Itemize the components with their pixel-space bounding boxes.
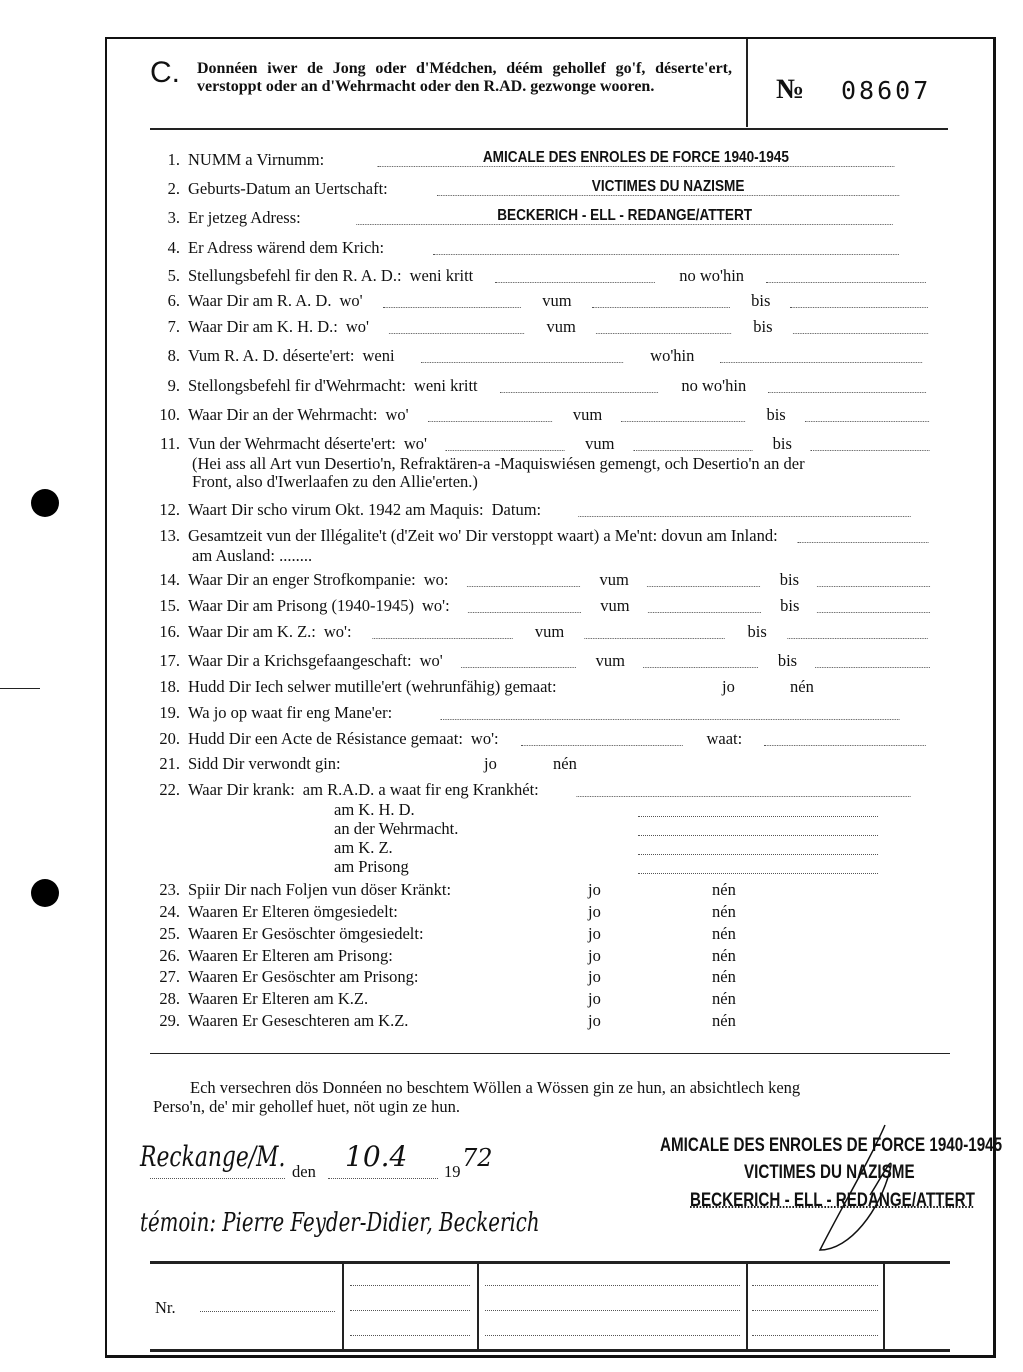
question-row	[150, 754, 577, 774]
question-row	[150, 570, 950, 590]
question-label: NUMM a Virnumm:	[188, 150, 325, 169]
question-label: Waar Dir am R. A. D.	[188, 291, 332, 310]
option-no[interactable]: nén	[712, 989, 736, 1008]
answer-field[interactable]	[638, 835, 878, 836]
question-number: 28.	[159, 989, 180, 1008]
question-label: vum	[595, 651, 625, 670]
option-no[interactable]: nén	[712, 967, 736, 986]
question-label: vum	[600, 596, 630, 615]
question-row	[150, 179, 950, 199]
declaration-line-1: Ech versechren dös Donnéen no beschtem Wöllen a Wössen gin ze hun, an absichtlech keng	[190, 1078, 801, 1097]
question-label: Hudd Dir Iech selwer mutille'ert (wehrunfähig) gemaat:	[188, 677, 557, 696]
answer-field[interactable]	[791, 291, 928, 308]
question-note: am Ausland: ........	[192, 546, 313, 565]
question-number: 4.	[167, 238, 180, 257]
question-row	[150, 946, 736, 966]
signature-date: 10.4	[345, 1140, 408, 1173]
question-label: wo'	[345, 317, 370, 336]
question-label: Waar Dir krank:	[188, 780, 295, 799]
question-row	[150, 434, 950, 454]
answer-field[interactable]	[633, 434, 752, 451]
option-yes[interactable]: jo	[588, 946, 601, 965]
answer-field[interactable]: VICTIMES DU NAZISME	[437, 179, 900, 196]
question-number: 8.	[167, 346, 180, 365]
table-bottom-rule	[150, 1349, 950, 1352]
answer-field[interactable]	[638, 873, 878, 874]
option-no[interactable]: nén	[790, 677, 814, 696]
stamp-line-1: AMICALE DES ENROLES DE FORCE 1940-1945	[660, 1135, 1003, 1156]
table-field[interactable]	[485, 1285, 740, 1286]
answer-field[interactable]	[596, 317, 732, 334]
question-label: am R.A.D. a waat fir eng Krankhét:	[302, 780, 539, 799]
answer-field[interactable]	[585, 622, 725, 639]
question-row	[150, 622, 950, 642]
question-label: Vun der Wehrmacht déserte'ert:	[188, 434, 396, 453]
question-label: wo':	[421, 596, 450, 615]
question-label: Hudd Dir een Acte de Résistance gemaat:	[188, 729, 463, 748]
option-yes[interactable]: jo	[588, 880, 601, 899]
question-label: Sidd Dir verwondt gin:	[188, 754, 341, 773]
question-row	[150, 317, 950, 337]
question-label: weni	[362, 346, 395, 365]
question-label: Spiir Dir nach Foljen vun döser Kränkt:	[188, 880, 452, 899]
question-row	[150, 526, 950, 546]
answer-field[interactable]	[787, 622, 927, 639]
question-label: vum	[572, 405, 603, 424]
margin-mark	[0, 688, 40, 689]
question-row	[150, 376, 950, 396]
table-field[interactable]	[752, 1335, 878, 1336]
question-number: 19.	[159, 703, 180, 722]
answer-field[interactable]	[372, 622, 512, 639]
question-label: Gesamtzeit vun der Illégalite't (d'Zeit wo' Dir verstoppt waart) a Me'nt: dovun am Inland:	[188, 526, 778, 545]
date-line	[328, 1178, 438, 1179]
question-row	[150, 596, 950, 616]
question-row	[150, 967, 736, 987]
question-number: 22.	[159, 780, 180, 799]
answer-field[interactable]	[815, 651, 930, 668]
question-number: 27.	[159, 967, 180, 986]
question-number: 20.	[159, 729, 180, 748]
signature-place: Reckange/M.	[140, 1140, 286, 1173]
question-label: wo':	[323, 622, 352, 641]
question-label: weni kritt	[413, 376, 478, 395]
question-number: 11.	[159, 434, 180, 453]
question-number: 21.	[159, 754, 180, 773]
question-label: bis	[753, 317, 773, 336]
den-label: den	[292, 1162, 316, 1181]
answer-field[interactable]	[793, 317, 929, 334]
table-top-rule	[150, 1261, 950, 1264]
illness-sub-label: am K. Z.	[334, 838, 393, 857]
option-no[interactable]: nén	[712, 902, 736, 921]
question-number: 5.	[167, 266, 180, 285]
question-number: 18.	[159, 677, 180, 696]
illness-sub-label: am K. H. D.	[334, 800, 415, 819]
stamp-line-2: VICTIMES DU NAZISME	[744, 1162, 915, 1183]
option-yes[interactable]: jo	[484, 754, 497, 773]
question-label: bis	[772, 434, 792, 453]
question-label: vum	[599, 570, 629, 589]
place-line	[150, 1178, 285, 1179]
question-row	[150, 208, 950, 228]
table-divider	[342, 1262, 344, 1350]
answer-field[interactable]	[466, 570, 579, 587]
question-number: 7.	[167, 317, 180, 336]
question-row	[150, 266, 950, 286]
answer-field[interactable]	[433, 238, 899, 255]
answer-field[interactable]	[766, 266, 926, 283]
question-note: Front, also d'Iwerlaafen zu den Allie'erten.)	[192, 472, 478, 491]
answer-field[interactable]	[643, 651, 758, 668]
question-label: Datum:	[491, 500, 542, 519]
question-row	[150, 924, 736, 944]
question-label: bis	[747, 622, 767, 641]
question-row	[150, 677, 814, 697]
question-label: Wa jo op waat fir eng Mane'er:	[188, 703, 393, 722]
number-sign: №	[776, 74, 805, 105]
option-yes[interactable]: jo	[588, 924, 601, 943]
question-label: wo:	[423, 570, 449, 589]
question-label: Waar Dir am K. Z.:	[188, 622, 316, 641]
question-row	[150, 880, 736, 900]
section-letter: C.	[150, 56, 180, 89]
question-label: waat:	[706, 729, 743, 748]
question-number: 3.	[167, 208, 180, 227]
question-label: wo'	[339, 291, 363, 310]
question-row	[150, 150, 950, 170]
question-label: bis	[780, 596, 800, 615]
punch-hole	[31, 489, 59, 517]
question-label: bis	[766, 405, 786, 424]
question-label: Waaren Er Gesöschter ömgesiedelt:	[188, 924, 424, 943]
table-field[interactable]	[350, 1310, 470, 1311]
declaration-line-2: Perso'n, de' mir gehollef huet, nöt ugin ze hun.	[153, 1097, 461, 1116]
table-divider	[746, 1262, 748, 1350]
punch-hole	[31, 879, 59, 907]
answer-field[interactable]	[810, 434, 929, 451]
question-label: wo'	[403, 434, 428, 453]
answer-field[interactable]	[578, 500, 910, 517]
question-number: 23.	[159, 880, 180, 899]
answer-field[interactable]	[441, 703, 900, 720]
answer-field[interactable]	[592, 291, 729, 308]
answer-field[interactable]	[720, 346, 922, 363]
question-label: vum	[585, 434, 615, 453]
answer-field[interactable]	[621, 405, 745, 422]
question-row	[150, 346, 950, 366]
option-yes[interactable]: jo	[722, 677, 735, 696]
form-number: 08607	[841, 76, 932, 105]
question-row	[150, 651, 950, 671]
question-number: 15.	[159, 596, 180, 615]
answer-field[interactable]	[797, 526, 928, 543]
question-label: wo'hin	[650, 346, 695, 365]
answer-field[interactable]	[817, 570, 930, 587]
question-label: Vum R. A. D. déserte'ert:	[188, 346, 355, 365]
header-divider	[746, 39, 748, 127]
question-label: Waar Dir am Prisong (1940-1945)	[188, 596, 414, 615]
table-field[interactable]	[350, 1335, 470, 1336]
question-label: Waar Dir am K. H. D.:	[188, 317, 338, 336]
question-number: 13.	[159, 526, 180, 545]
question-row	[150, 500, 950, 520]
question-number: 9.	[167, 376, 180, 395]
table-divider	[477, 1262, 479, 1350]
question-row	[150, 1011, 736, 1031]
question-label: Stellungsbefehl fir den R. A. D.:	[188, 266, 402, 285]
answer-field[interactable]	[805, 405, 929, 422]
question-label: Geburts-Datum an Uertschaft:	[188, 179, 388, 198]
answer-field[interactable]	[461, 651, 576, 668]
question-row	[150, 989, 736, 1009]
question-label: vum	[534, 622, 565, 641]
answer-field[interactable]	[495, 266, 655, 283]
question-row	[150, 902, 736, 922]
question-label: Waar Dir an enger Strofkompanie:	[188, 570, 416, 589]
question-row	[150, 780, 950, 800]
answer-field[interactable]	[521, 729, 682, 746]
option-yes[interactable]: jo	[588, 1011, 601, 1030]
answer-field[interactable]	[383, 291, 520, 308]
answer-field[interactable]	[446, 434, 565, 451]
stamp-line-3: BECKERICH - ELL - REDANGE/ATTERT	[690, 1190, 975, 1211]
answer-field[interactable]	[638, 816, 878, 817]
table-field[interactable]	[485, 1310, 740, 1311]
question-number: 10.	[159, 405, 180, 424]
answer-field[interactable]: AMICALE DES ENROLES DE FORCE 1940-1945	[378, 150, 895, 167]
question-number: 24.	[159, 902, 180, 921]
answer-field[interactable]	[638, 854, 878, 855]
question-label: Waaren Er Elteren am Prisong:	[188, 946, 393, 965]
option-no[interactable]: nén	[712, 946, 736, 965]
question-number: 1.	[167, 150, 180, 169]
option-no[interactable]: nén	[712, 1011, 736, 1030]
table-field[interactable]	[485, 1335, 740, 1336]
question-label: Waart Dir scho virum Okt. 1942 am Maquis:	[188, 500, 484, 519]
table-field[interactable]	[350, 1285, 470, 1286]
answer-field[interactable]	[817, 596, 930, 613]
nr-field[interactable]	[200, 1311, 335, 1312]
answer-field[interactable]	[389, 317, 525, 334]
answer-field[interactable]	[647, 570, 760, 587]
question-label: Waaren Er Gesöschter am Prisong:	[188, 967, 419, 986]
illness-sub-label: an der Wehrmacht.	[334, 819, 459, 838]
question-row	[150, 703, 950, 723]
option-yes[interactable]: jo	[588, 967, 601, 986]
signature-year: 72	[462, 1144, 493, 1172]
question-label: Stellongsbefehl fir d'Wehrmacht:	[188, 376, 406, 395]
answer-field[interactable]	[576, 780, 910, 797]
question-row	[150, 405, 950, 425]
answer-field[interactable]	[500, 376, 658, 393]
answer-field[interactable]: BECKERICH - ELL - REDANGE/ATTERT	[356, 208, 893, 225]
question-label: bis	[751, 291, 771, 310]
answer-field[interactable]	[648, 596, 761, 613]
section-heading: Donnéen iwer de Jong oder d'Médchen, déém gehollef go'f, déserte'ert, verstoppt oder an d'Wehrmacht oder den R.AD. gezwonge wooren.	[197, 60, 732, 95]
question-number: 2.	[167, 179, 180, 198]
option-no[interactable]: nén	[553, 754, 577, 773]
witness-signature: témoin: Pierre Feyder-Didier, Beckerich	[140, 1208, 540, 1238]
question-number: 16.	[159, 622, 180, 641]
header-rule	[150, 128, 948, 130]
question-label: no wo'hin	[681, 376, 747, 395]
question-note: (Hei ass all Art vun Desertio'n, Refraktären-a -Maquiswiésen gemengt, och Desertio'n an der	[192, 454, 805, 473]
question-row	[150, 729, 950, 749]
year-prefix: 19	[444, 1162, 461, 1181]
table-divider	[883, 1262, 885, 1350]
answer-field[interactable]	[428, 405, 552, 422]
question-label: wo':	[470, 729, 499, 748]
question-label: Er Adress wärend dem Krich:	[188, 238, 385, 257]
question-row	[150, 238, 950, 258]
option-yes[interactable]: jo	[588, 989, 601, 1008]
question-number: 14.	[159, 570, 180, 589]
question-row	[150, 291, 950, 311]
answer-field[interactable]	[764, 729, 925, 746]
option-no[interactable]: nén	[712, 924, 736, 943]
question-label: weni kritt	[409, 266, 474, 285]
question-label: vum	[542, 291, 572, 310]
question-label: vum	[546, 317, 576, 336]
official-signature	[810, 1120, 920, 1260]
question-label: bis	[777, 651, 798, 670]
question-label: Waar Dir an der Wehrmacht:	[188, 405, 378, 424]
question-number: 26.	[159, 946, 180, 965]
question-number: 25.	[159, 924, 180, 943]
question-label: Waar Dir a Krichsgefaangeschaft:	[188, 651, 412, 670]
question-label: no wo'hin	[679, 266, 745, 285]
question-label: wo'	[385, 405, 409, 424]
question-number: 17.	[159, 651, 180, 670]
section-rule	[150, 1053, 950, 1054]
answer-field[interactable]	[420, 346, 622, 363]
answer-field[interactable]	[768, 376, 926, 393]
question-label: bis	[779, 570, 800, 589]
option-yes[interactable]: jo	[588, 902, 601, 921]
nr-label: Nr.	[155, 1298, 176, 1317]
option-no[interactable]: nén	[712, 880, 736, 899]
question-number: 6.	[167, 291, 180, 310]
question-label: wo'	[419, 651, 443, 670]
question-label: Er jetzeg Adress:	[188, 208, 301, 227]
question-label: Waaren Er Elteren am K.Z.	[188, 989, 369, 1008]
answer-field[interactable]	[468, 596, 581, 613]
table-field[interactable]	[752, 1285, 878, 1286]
question-label: Waaren Er Geseschteren am K.Z.	[188, 1011, 409, 1030]
question-label: Waaren Er Elteren ömgesiedelt:	[188, 902, 398, 921]
question-number: 29.	[159, 1011, 180, 1030]
illness-sub-label: am Prisong	[334, 857, 409, 876]
table-field[interactable]	[752, 1310, 878, 1311]
question-number: 12.	[159, 500, 180, 519]
